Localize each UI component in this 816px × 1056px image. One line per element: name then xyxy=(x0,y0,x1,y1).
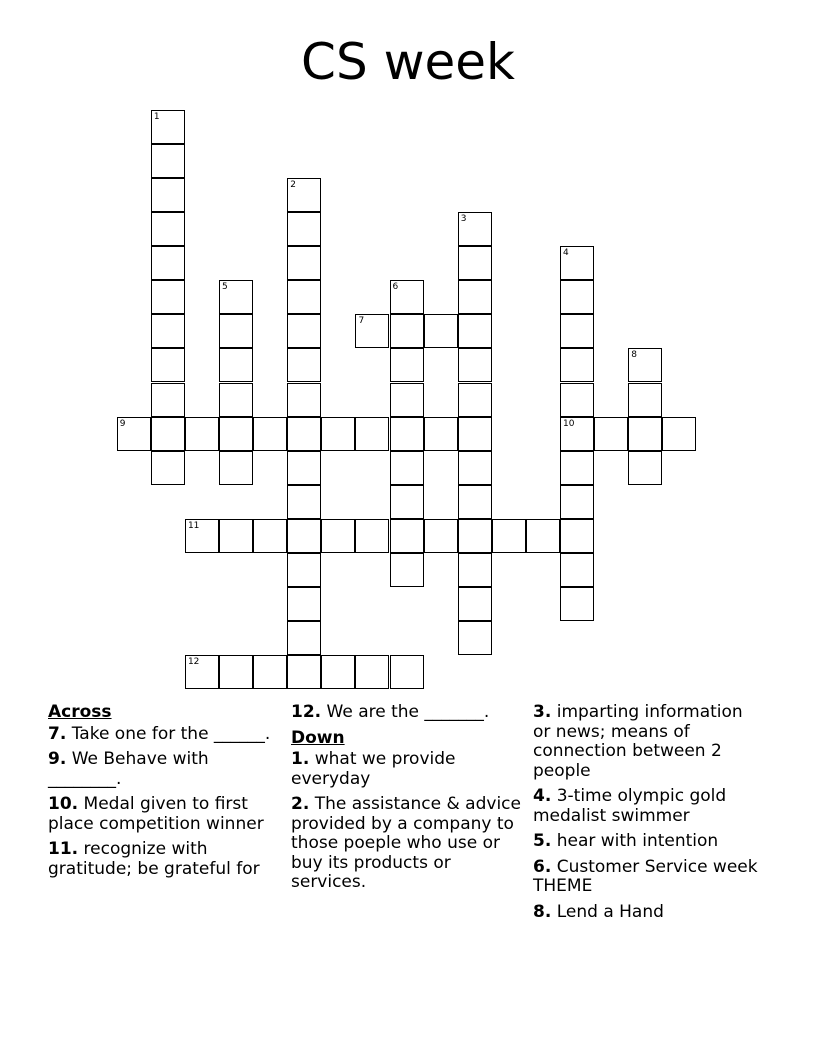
grid-cell[interactable] xyxy=(390,485,424,519)
clue-number: 6 xyxy=(392,282,399,293)
clue-number: 3 xyxy=(460,214,467,225)
grid-cell[interactable] xyxy=(424,314,458,348)
grid-cell[interactable] xyxy=(390,553,424,587)
grid-cell[interactable] xyxy=(287,417,321,451)
grid-cell[interactable] xyxy=(560,314,594,348)
grid-cell[interactable] xyxy=(219,655,253,689)
grid-cell[interactable] xyxy=(219,451,253,485)
grid-cell[interactable] xyxy=(560,587,594,621)
grid-cell[interactable] xyxy=(321,519,355,553)
clue-across-9: 9. We Behave with ________. xyxy=(48,749,209,789)
grid-cell[interactable] xyxy=(219,417,253,451)
grid-cell[interactable] xyxy=(253,655,287,689)
grid-cell[interactable] xyxy=(185,655,219,689)
clue-across-7: 7. Take one for the ______. xyxy=(48,723,271,744)
grid-cell[interactable] xyxy=(458,519,492,553)
clue-across-10: 10. Medal given to first place competition winner xyxy=(48,794,264,834)
grid-cell[interactable] xyxy=(594,417,628,451)
grid-cell[interactable] xyxy=(151,417,185,451)
grid-cell[interactable] xyxy=(219,280,253,314)
clues-column-3 xyxy=(533,703,763,928)
grid-cell[interactable] xyxy=(219,519,253,553)
puzzle-title: CS week xyxy=(301,33,515,91)
grid-cell[interactable] xyxy=(662,417,696,451)
clue-number: 11 xyxy=(187,520,200,531)
grid-cell[interactable] xyxy=(287,553,321,587)
grid-cell[interactable] xyxy=(390,655,424,689)
grid-cell[interactable] xyxy=(390,280,424,314)
grid-cell[interactable] xyxy=(219,314,253,348)
grid-cell[interactable] xyxy=(185,417,219,451)
grid-cell[interactable] xyxy=(355,417,389,451)
clue-number: 4 xyxy=(563,248,569,259)
grid-cell[interactable] xyxy=(151,212,185,246)
grid-cell[interactable] xyxy=(355,314,389,348)
clue-down-4: 4. 3-time olympic gold medalist swimmer xyxy=(533,786,727,826)
grid-cell[interactable] xyxy=(560,417,594,451)
grid-cell[interactable] xyxy=(458,212,492,246)
clue-number: 2 xyxy=(290,179,296,190)
clue-number: 10 xyxy=(563,418,575,429)
grid-cell[interactable] xyxy=(458,383,492,417)
grid-cell[interactable] xyxy=(560,246,594,280)
grid-cell[interactable] xyxy=(151,348,185,382)
clue-number: 12 xyxy=(187,657,200,668)
grid-cell[interactable] xyxy=(287,519,321,553)
grid-cell[interactable] xyxy=(287,621,321,655)
grid-cell[interactable] xyxy=(560,553,594,587)
grid-cell[interactable] xyxy=(560,519,594,553)
grid-cell[interactable] xyxy=(321,655,355,689)
clue-down-2: 2. The assistance & advice provided by a company to those poeple who use or buy its products or services. xyxy=(291,794,521,892)
grid-cell[interactable] xyxy=(458,621,492,655)
grid-cell[interactable] xyxy=(458,348,492,382)
grid-cell[interactable] xyxy=(458,451,492,485)
grid-cell[interactable] xyxy=(390,348,424,382)
grid-cell[interactable] xyxy=(287,246,321,280)
grid-cell[interactable] xyxy=(628,348,662,382)
grid-cell[interactable] xyxy=(151,144,185,178)
clue-number: 9 xyxy=(119,418,126,429)
grid-cell[interactable] xyxy=(151,280,185,314)
grid-cell[interactable] xyxy=(458,485,492,519)
grid-cell[interactable] xyxy=(526,519,560,553)
grid-cell[interactable] xyxy=(151,178,185,212)
clue-down-8: 8. Lend a Hand xyxy=(533,901,664,922)
clue-down-5: 5. hear with intention xyxy=(533,831,719,851)
grid-cell[interactable] xyxy=(492,519,526,553)
grid-cell[interactable] xyxy=(219,348,253,382)
grid-cell[interactable] xyxy=(287,587,321,621)
grid-cell[interactable] xyxy=(458,417,492,451)
grid-cell[interactable] xyxy=(287,178,321,212)
grid-cell[interactable] xyxy=(390,519,424,553)
grid-cell[interactable] xyxy=(253,417,287,451)
grid-cell[interactable] xyxy=(253,519,287,553)
clue-down-1: 1. what we provide everyday xyxy=(291,749,456,789)
clue-number: 8 xyxy=(631,350,637,361)
clue-number: 5 xyxy=(222,282,228,293)
grid-cell[interactable] xyxy=(560,383,594,417)
grid-cell[interactable] xyxy=(287,348,321,382)
grid-cell[interactable] xyxy=(560,451,594,485)
grid-cell[interactable] xyxy=(560,280,594,314)
grid-cell[interactable] xyxy=(185,519,219,553)
clue-down-3: 3. imparting information or news; means of connection between 2 people xyxy=(533,702,743,781)
across-heading: Across xyxy=(48,702,112,722)
grid-cell[interactable] xyxy=(151,314,185,348)
grid-cell[interactable] xyxy=(151,110,185,144)
clue-number: 7 xyxy=(358,316,365,327)
grid-cell[interactable] xyxy=(458,314,492,348)
grid-cell[interactable] xyxy=(287,314,321,348)
grid-cell[interactable] xyxy=(151,451,185,485)
grid-cell[interactable] xyxy=(355,655,389,689)
grid-cell[interactable] xyxy=(390,383,424,417)
grid-cell[interactable] xyxy=(117,417,151,451)
grid-cell[interactable] xyxy=(560,485,594,519)
grid-cell[interactable] xyxy=(458,587,492,621)
grid-cell[interactable] xyxy=(355,519,389,553)
grid-cell[interactable] xyxy=(321,417,355,451)
grid-cell[interactable] xyxy=(628,383,662,417)
grid-cell[interactable] xyxy=(560,348,594,382)
grid-cell[interactable] xyxy=(424,417,458,451)
down-heading: Down xyxy=(291,727,345,748)
clue-across-12: 12. We are the _______. xyxy=(291,702,490,722)
grid-cell[interactable] xyxy=(390,417,424,451)
grid-cell[interactable] xyxy=(219,383,253,417)
grid-cell[interactable] xyxy=(287,655,321,689)
grid-cell[interactable] xyxy=(287,280,321,314)
clue-across-11: 11. recognize with gratitude; be grateful for xyxy=(48,839,260,879)
grid-cell[interactable] xyxy=(287,212,321,246)
grid-cell[interactable] xyxy=(390,314,424,348)
grid-cell[interactable] xyxy=(458,553,492,587)
clues-column-1 xyxy=(48,703,273,885)
clues-column-2 xyxy=(291,703,521,899)
grid-cell[interactable] xyxy=(628,451,662,485)
grid-cell[interactable] xyxy=(390,451,424,485)
clue-number: 1 xyxy=(153,111,160,122)
grid-cell[interactable] xyxy=(458,280,492,314)
grid-cell[interactable] xyxy=(628,417,662,451)
grid-cell[interactable] xyxy=(424,519,458,553)
grid-cell[interactable] xyxy=(287,451,321,485)
grid-cell[interactable] xyxy=(458,246,492,280)
grid-cell[interactable] xyxy=(151,246,185,280)
grid-cell[interactable] xyxy=(287,383,321,417)
grid-cell[interactable] xyxy=(151,383,185,417)
clue-down-6: 6. Customer Service week THEME xyxy=(533,856,758,896)
grid-cell[interactable] xyxy=(287,485,321,519)
